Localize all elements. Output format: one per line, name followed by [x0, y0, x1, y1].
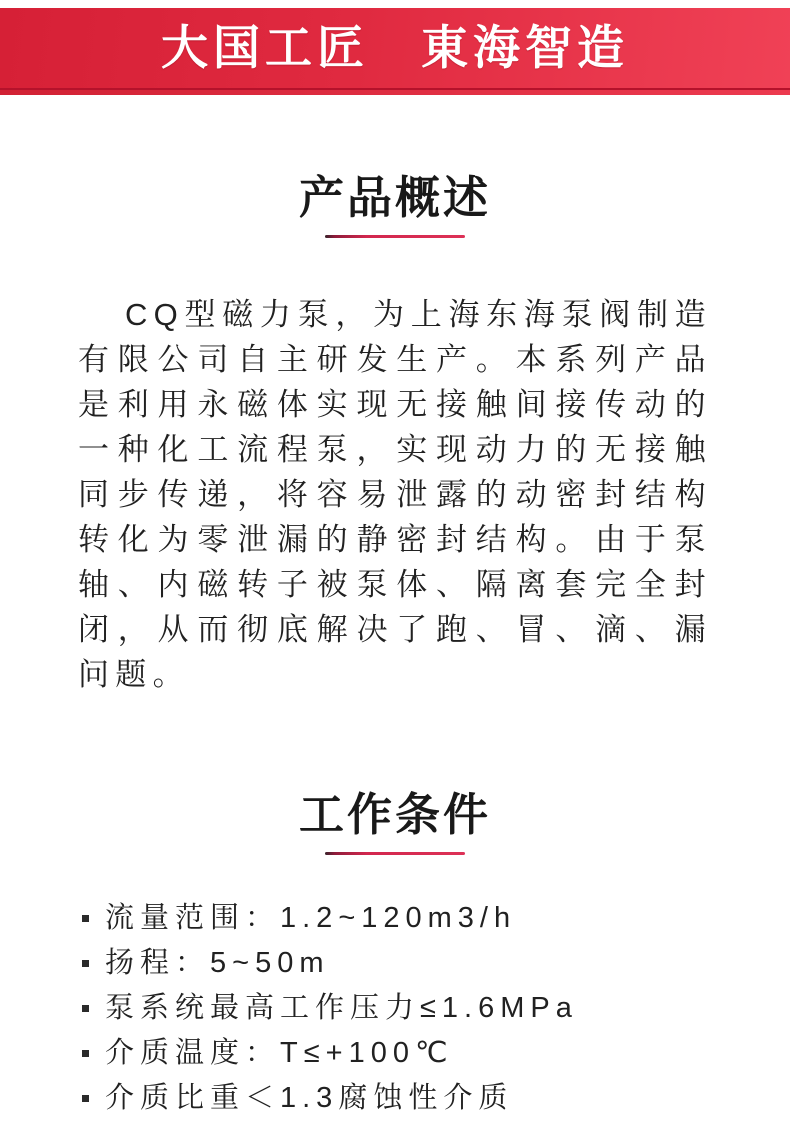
overview-title-underline — [325, 235, 465, 238]
overview-paragraph: CQ型磁力泵，为上海东海泵阀制造有限公司自主研发生产。本系列产品是利用永磁体实现无接触间接传动的一种化工流程泵，实现动力的无接触同步传递，将容易泄露的动密封结构转化为零泄漏的静密封结构。由于泵轴、内磁转子被泵体、隔离套完全封闭，从而彻底解决了跑、冒、滴、漏问题。 — [78, 297, 712, 692]
bullet-icon — [82, 915, 89, 922]
working-conditions-title: 工作条件 — [298, 789, 491, 840]
section-working-conditions — [0, 789, 790, 1121]
condition-item-medium-temperature — [78, 1031, 738, 1076]
condition-item-flow-range — [78, 896, 738, 941]
condition-item-label: 泵系统最高工作压力≤1.6MPa — [105, 992, 578, 1024]
working-conditions-title-underline — [325, 852, 465, 855]
condition-item-label: 介质比重＜1.3腐蚀性介质 — [105, 1082, 514, 1114]
condition-item-label: 介质温度：T≤+100℃ — [105, 1037, 454, 1069]
section-overview — [0, 172, 790, 697]
working-conditions-list — [78, 896, 738, 1121]
bullet-icon — [82, 1095, 89, 1102]
condition-item-max-pressure — [78, 986, 738, 1031]
condition-item-label: 扬程：5~50m — [105, 947, 330, 979]
top-banner — [0, 8, 790, 90]
condition-item-label: 流量范围：1.2~120m3/h — [105, 902, 517, 934]
condition-item-head — [78, 941, 738, 986]
bullet-icon — [82, 1005, 89, 1012]
bullet-icon — [82, 960, 89, 967]
banner-title: 大国工匠 東海智造 — [161, 21, 629, 74]
overview-title: 产品概述 — [298, 172, 491, 223]
page — [0, 8, 790, 1117]
banner-bottom-strip — [0, 90, 790, 95]
bullet-icon — [82, 1050, 89, 1057]
condition-item-medium-gravity — [78, 1076, 738, 1121]
